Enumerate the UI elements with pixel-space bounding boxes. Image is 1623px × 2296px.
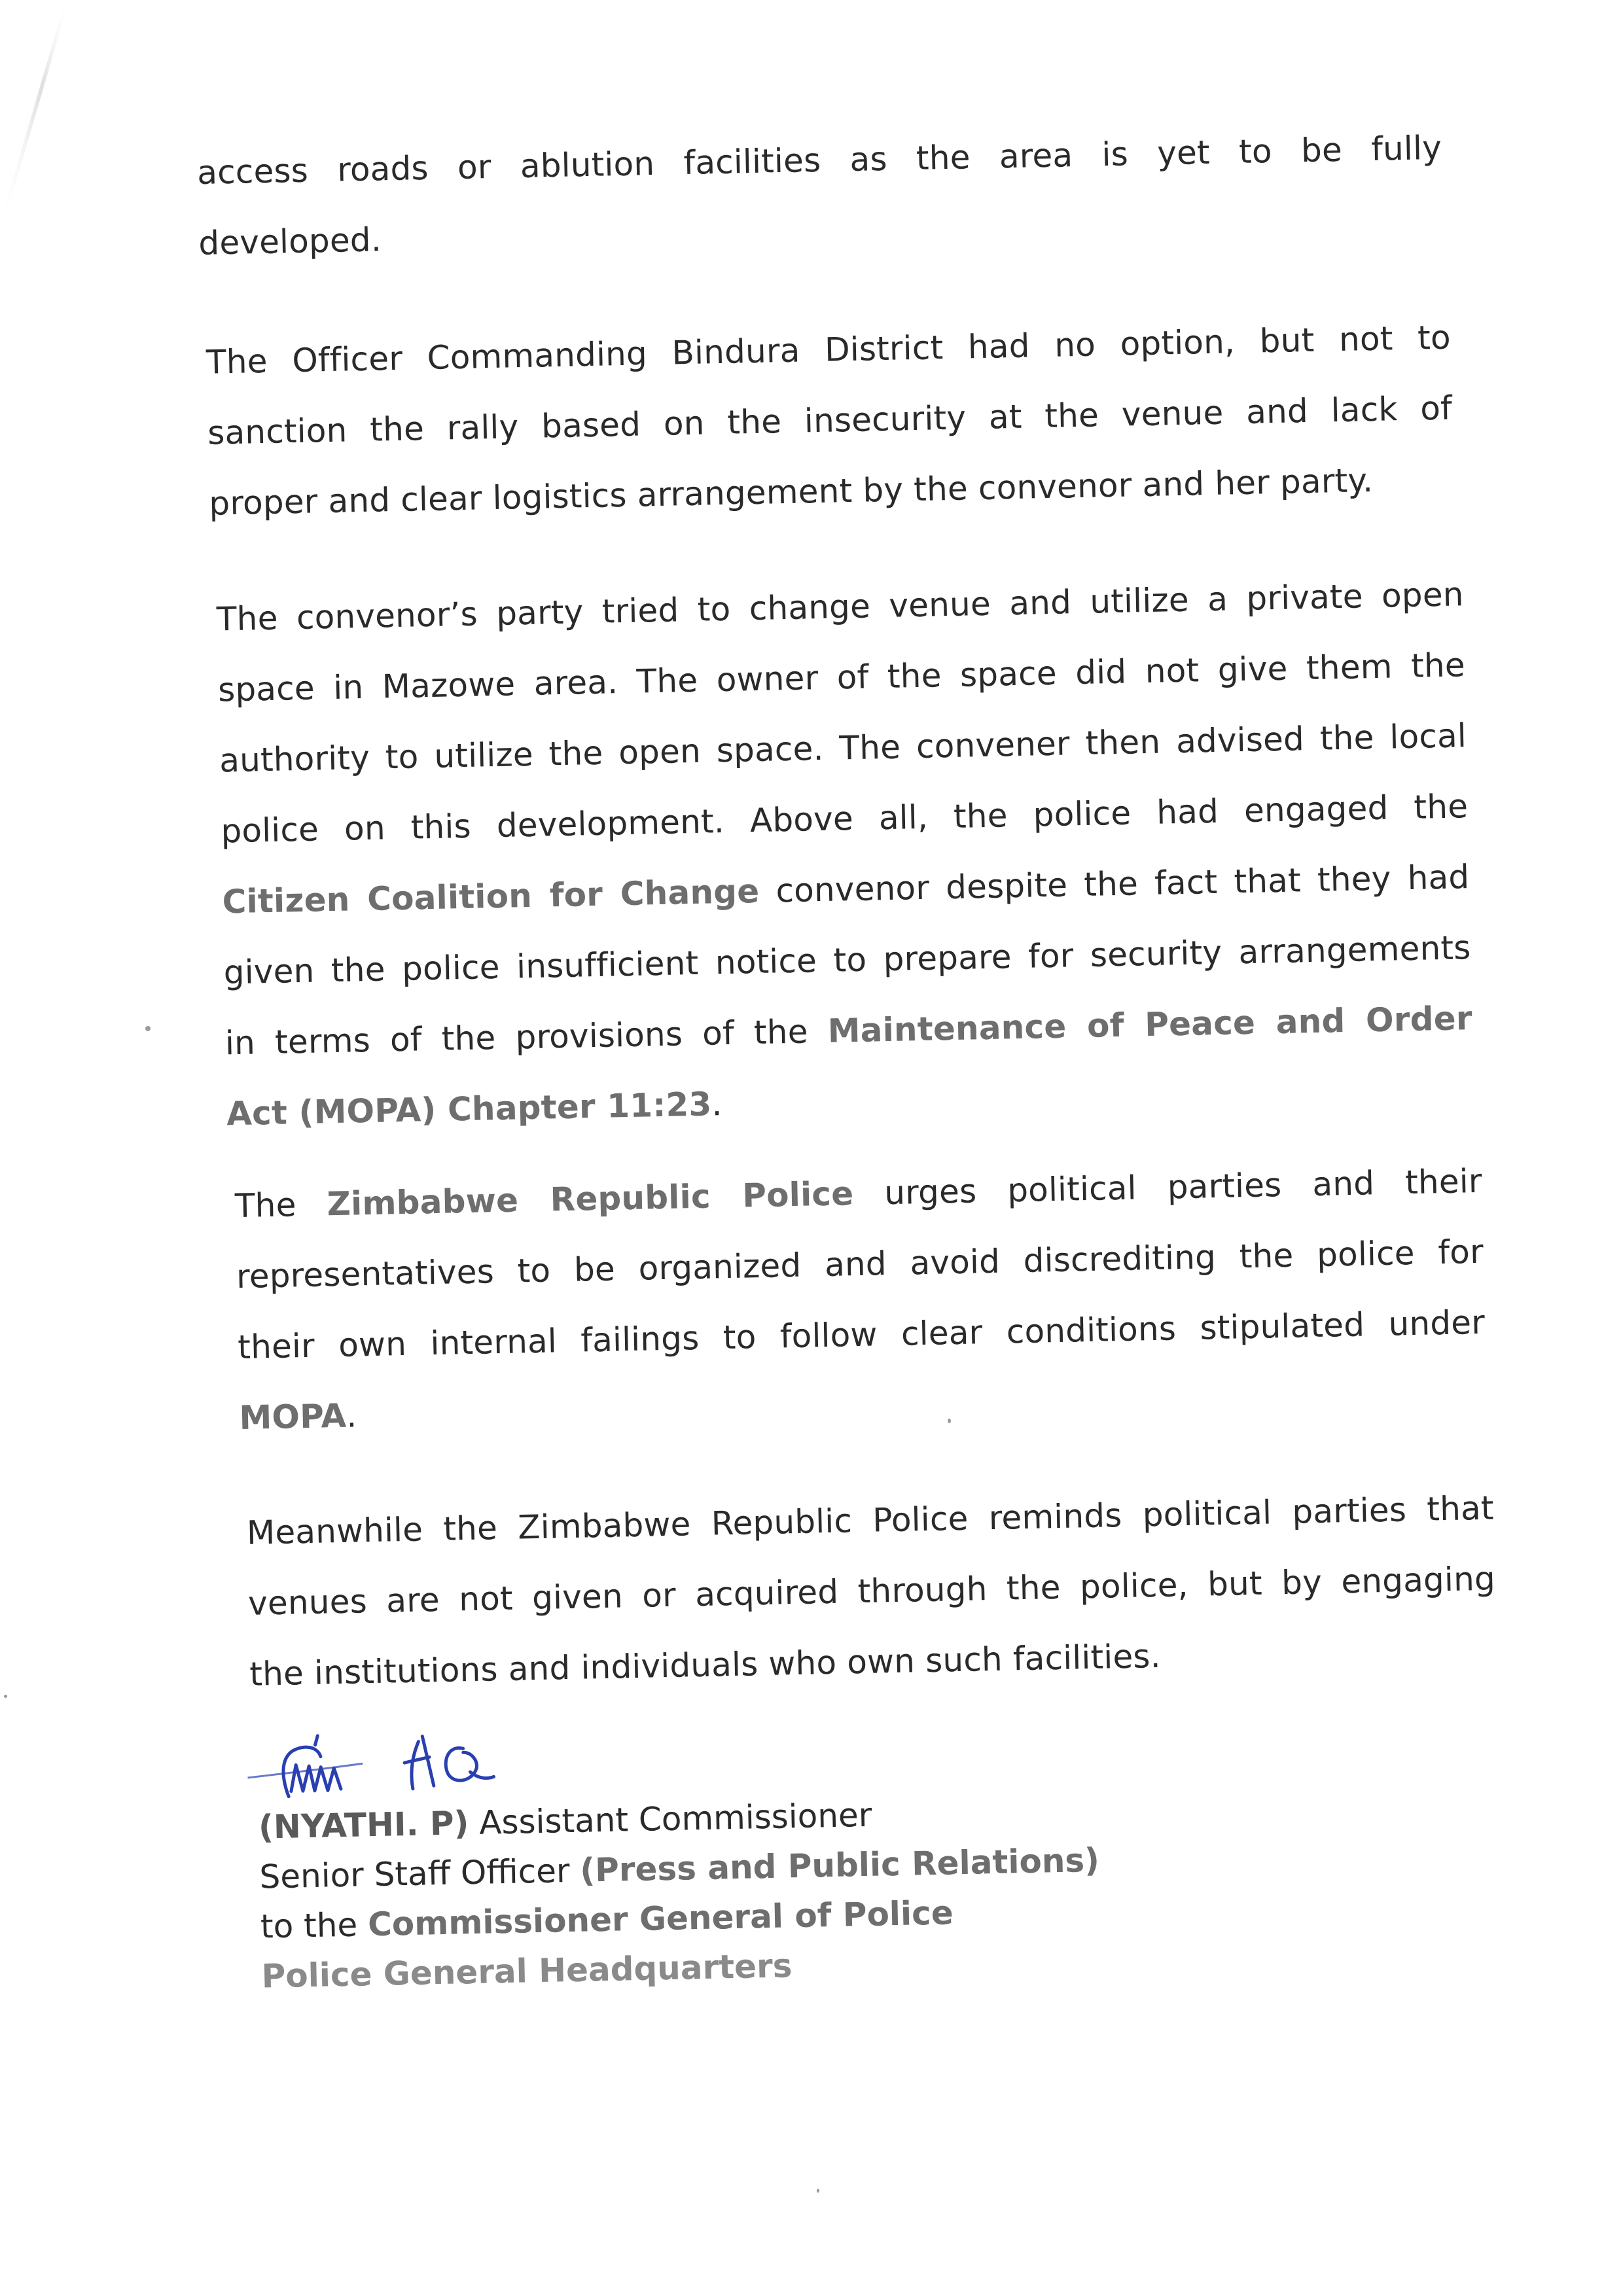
text-run: their own internal failings to follow clear conditions stipulated under	[237, 1303, 1486, 1367]
paragraph-access-roads	[196, 113, 1444, 279]
signatory-department: (Press and Public Relations)	[579, 1841, 1100, 1890]
signatory-rank: Assistant Commissioner	[468, 1795, 872, 1843]
party-name-bold: Citizen Coalition for Change	[222, 872, 760, 921]
text-run: the institutions and individuals who own such facilities.	[249, 1636, 1162, 1693]
text-run: Meanwhile the Zimbabwe Republic Police reminds political parties that	[246, 1489, 1495, 1552]
text-run: proper and clear logistics arrangement by the convenor and her party.	[208, 461, 1374, 523]
text-run: access roads or ablution facilities as the area is yet to be fully	[196, 128, 1442, 192]
text-run: .	[346, 1396, 357, 1435]
text-run: representatives to be organized and avoid discrediting the police for	[236, 1232, 1484, 1296]
signatory-block	[258, 1786, 1101, 2002]
text-run: given the police insufficient notice to prepare for security arrangements	[223, 928, 1472, 992]
text-run: The convenor’s party tried to change venue and utilize a private open	[216, 575, 1465, 639]
paragraph-convenor-party	[216, 559, 1474, 1149]
signatory-to: to the	[260, 1905, 368, 1946]
signatory-commissioner: Commissioner General of Police	[367, 1894, 954, 1944]
text-run: The	[234, 1185, 328, 1226]
paragraph-meanwhile	[246, 1473, 1497, 1710]
scan-speck	[4, 1695, 7, 1698]
signatory-name: (NYATHI. P)	[258, 1804, 469, 1846]
text-run: authority to utilize the open space. The convener then advised the local	[219, 716, 1467, 780]
zrp-name-bold: Zimbabwe Republic Police	[327, 1174, 854, 1224]
text-run: sanction the rally based on the insecurity at the venue and lack of	[207, 389, 1453, 452]
scan-speck	[948, 1419, 951, 1423]
paragraph-officer-commanding	[205, 302, 1454, 539]
text-run: venues are not given or acquired through the police, but by engaging	[247, 1559, 1496, 1623]
mopa-bold: MOPA	[238, 1396, 347, 1438]
signatory-title: Senior Staff Officer	[259, 1851, 580, 1896]
text-run: .	[711, 1085, 723, 1123]
text-run: The Officer Commanding Bindura District had no option, but not to	[205, 318, 1452, 381]
text-run: developed.	[198, 221, 382, 262]
scan-speck	[817, 2189, 819, 2193]
paragraph-zrp-urges	[234, 1146, 1487, 1453]
act-chapter-bold: Act (MOPA) Chapter 11:23	[226, 1085, 713, 1133]
text-run: convenor despite the fact that they had	[758, 858, 1470, 910]
act-name-bold: Maintenance of Peace and Order	[827, 999, 1473, 1050]
text-run: space in Mazowe area. The owner of the space did not give them the	[217, 646, 1466, 709]
signatory-office: Police General Headquarters	[261, 1947, 793, 1996]
scan-speck	[145, 1026, 151, 1031]
text-run: urges political parties and their	[853, 1161, 1483, 1213]
text-run: in terms of the provisions of the	[224, 1012, 829, 1063]
text-run: police on this development. Above all, the police had engaged the	[220, 787, 1469, 851]
